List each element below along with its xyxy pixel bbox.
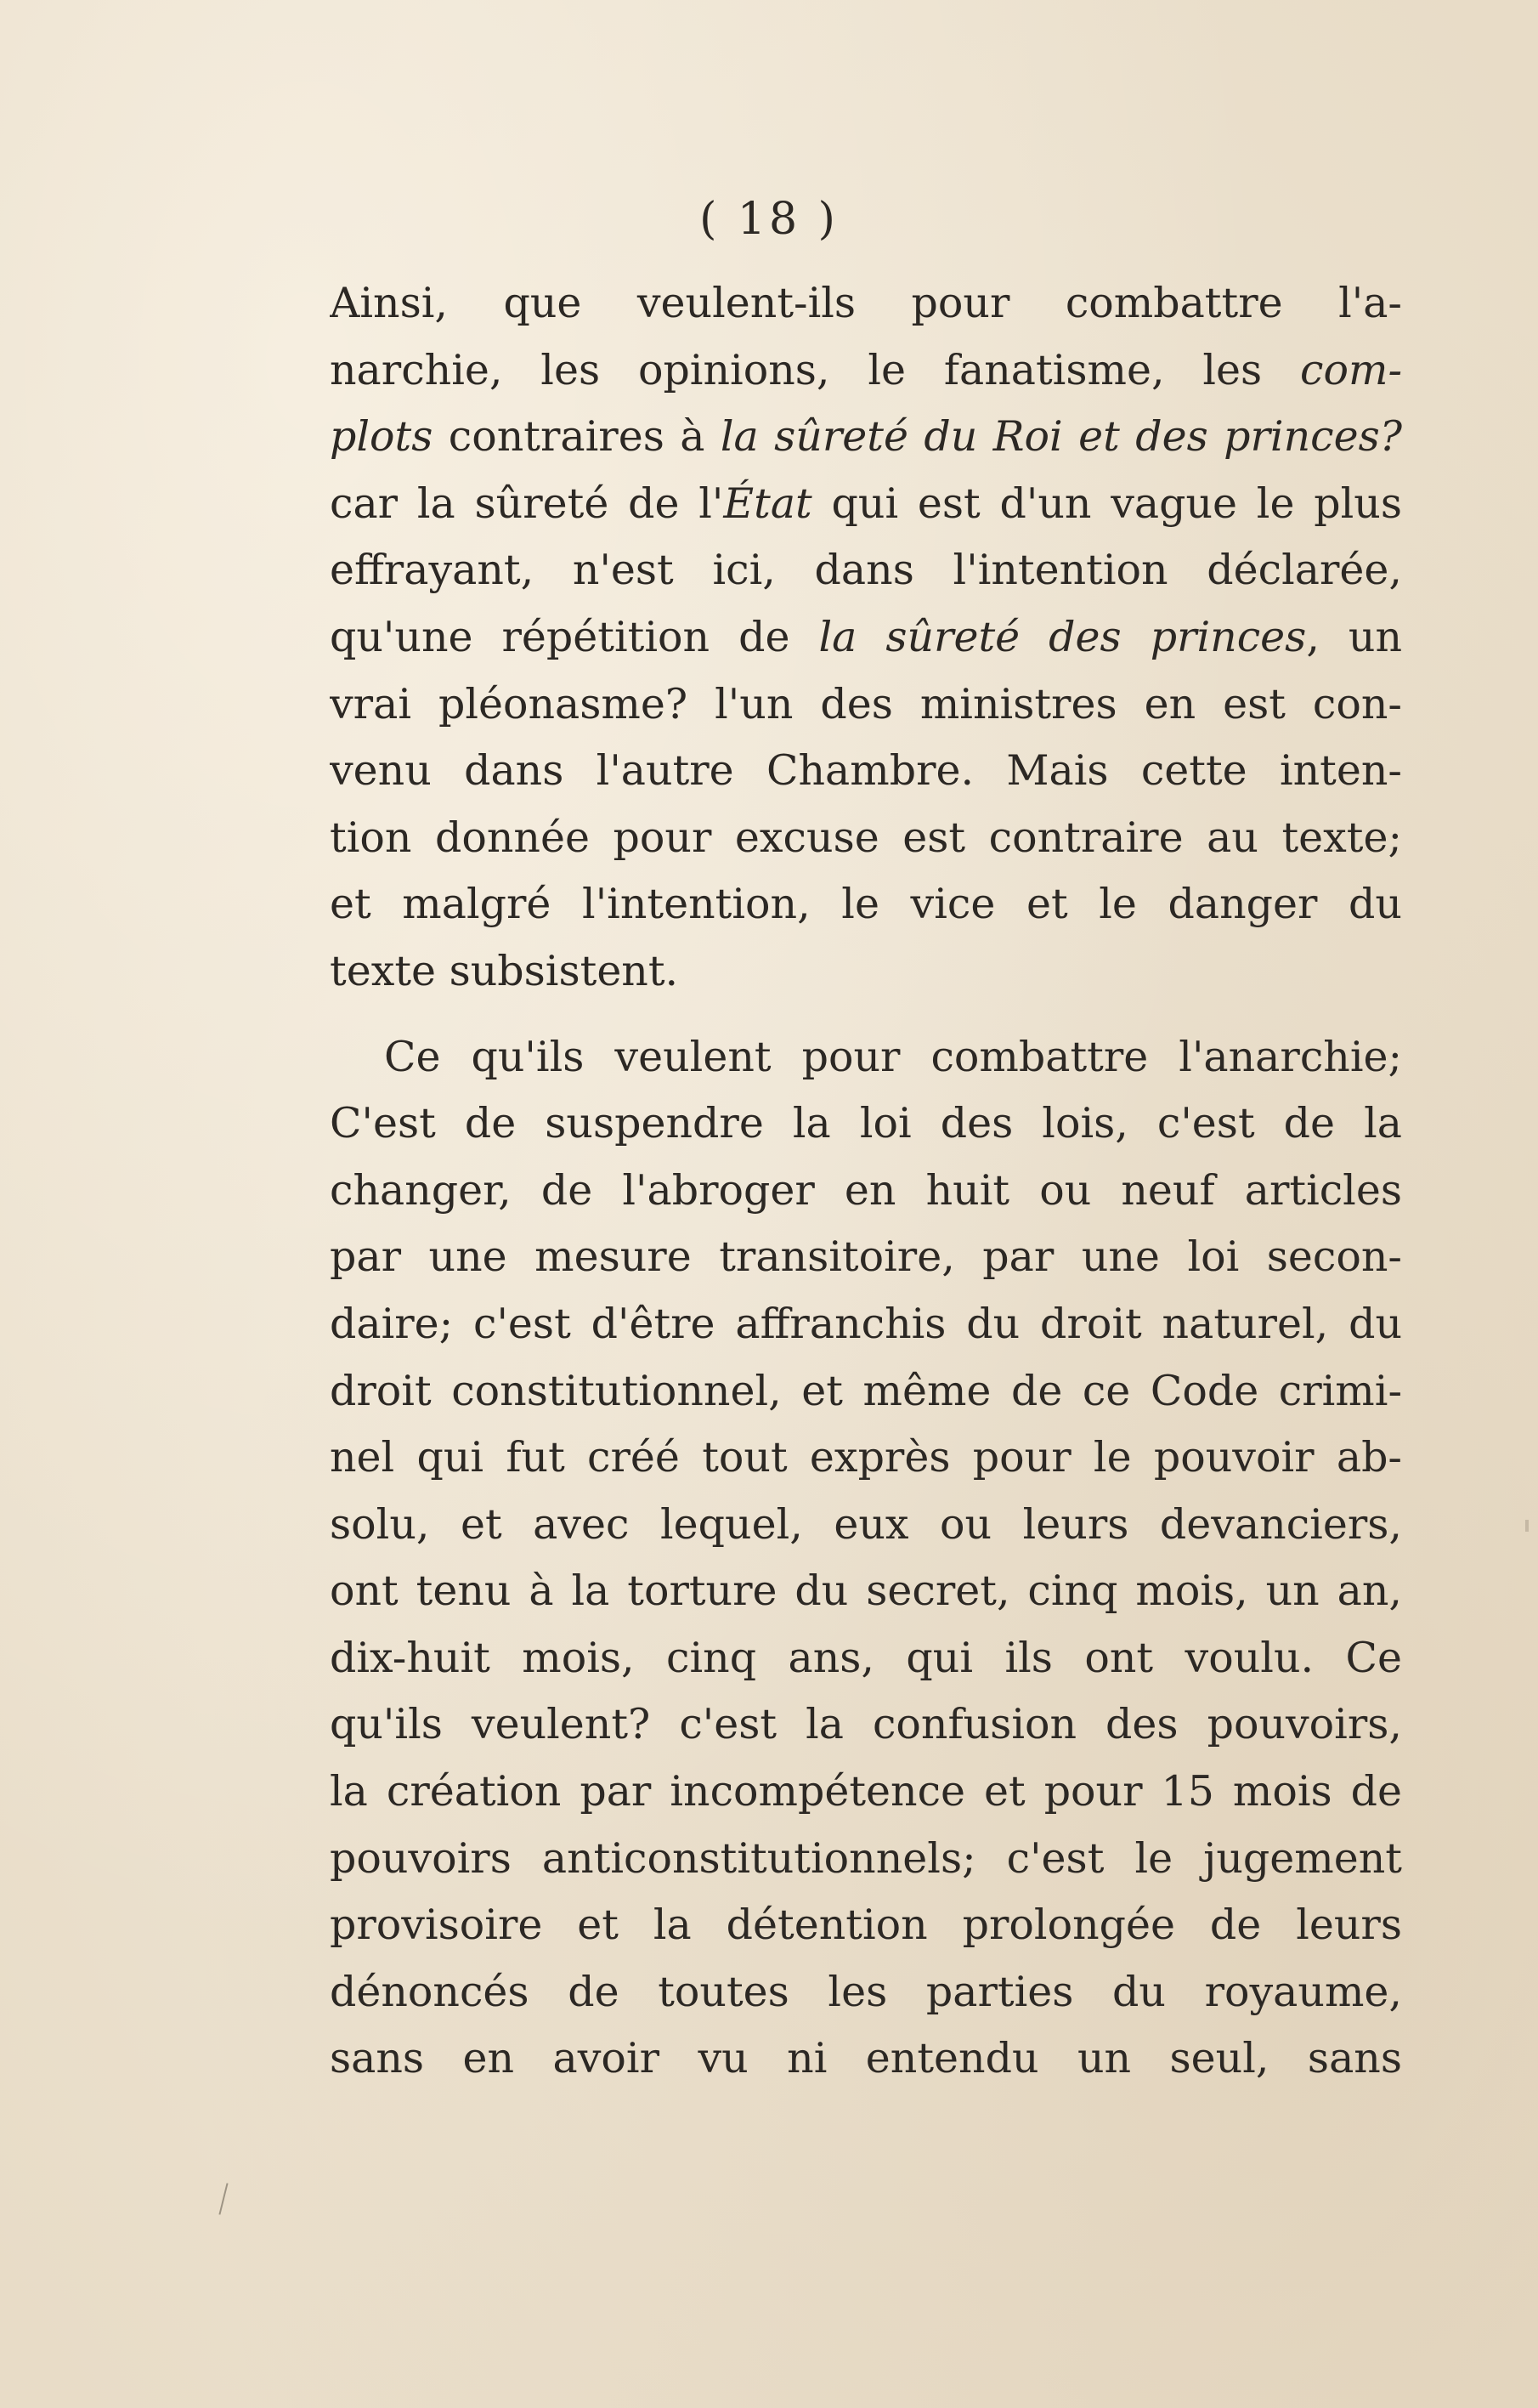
text-line: daire; c'est d'être affranchis du droit naturel, du: [330, 1299, 1402, 1348]
text-line: dénoncés de toutes les parties du royaume,: [330, 1967, 1402, 2016]
text-line: solu, et avec lequel, eux ou leurs devanciers,: [330, 1499, 1402, 1549]
text-line: plots contraires à la sûreté du Roi et des princes?: [330, 412, 1402, 462]
text-line: nel qui fut créé tout exprès pour le pouvoir ab-: [330, 1433, 1402, 1482]
text-line: qu'ils veulent? c'est la confusion des pouvoirs,: [330, 1700, 1402, 1749]
page-number: ( 18 ): [699, 194, 839, 245]
text-line: tion donnée pour excuse est contraire au texte;: [330, 813, 1402, 862]
text-line: dix-huit mois, cinq ans, qui ils ont voulu. Ce: [330, 1633, 1402, 1682]
text-line: Ce qu'ils veulent pour combattre l'anarchie;: [384, 1032, 1402, 1081]
text-line: droit constitutionnel, et même de ce Code crimi-: [330, 1366, 1402, 1415]
text-line: car la sûreté de l'État qui est d'un vague le plus: [330, 479, 1402, 528]
text-line: sans en avoir vu ni entendu un seul, sans: [330, 2034, 1402, 2083]
pencil-mark: [218, 2183, 228, 2214]
text-line: vrai pléonasme? l'un des ministres en est con-: [330, 679, 1402, 728]
text-line: Ainsi, que veulent-ils pour combattre l'a-: [330, 279, 1402, 327]
text-line: ont tenu à la torture du secret, cinq mois, un an,: [330, 1567, 1402, 1616]
text-line: narchie, les opinions, le fanatisme, les com-: [330, 345, 1402, 394]
text-line: et malgré l'intention, le vice et le danger du: [330, 880, 1402, 929]
text-line: texte subsistent.: [330, 946, 679, 995]
text-line: venu dans l'autre Chambre. Mais cette inten-: [330, 746, 1402, 796]
text-line: C'est de suspendre la loi des lois, c'est de la: [330, 1099, 1402, 1148]
text-line: provisoire et la détention prolongée de leurs: [330, 1901, 1402, 1950]
text-line: qu'une répétition de la sûreté des princes, un: [330, 612, 1402, 661]
text-line: pouvoirs anticonstitutionnels; c'est le jugement: [330, 1833, 1402, 1883]
paper-speck: [1525, 1520, 1529, 1532]
body-text: [330, 270, 1402, 2093]
text-line: effrayant, n'est ici, dans l'intention déclarée,: [330, 546, 1402, 595]
text-line: la création par incompétence et pour 15 mois de: [330, 1767, 1402, 1816]
text-line: changer, de l'abroger en huit ou neuf articles: [330, 1165, 1402, 1215]
text-line: par une mesure transitoire, par une loi secon-: [330, 1232, 1402, 1282]
